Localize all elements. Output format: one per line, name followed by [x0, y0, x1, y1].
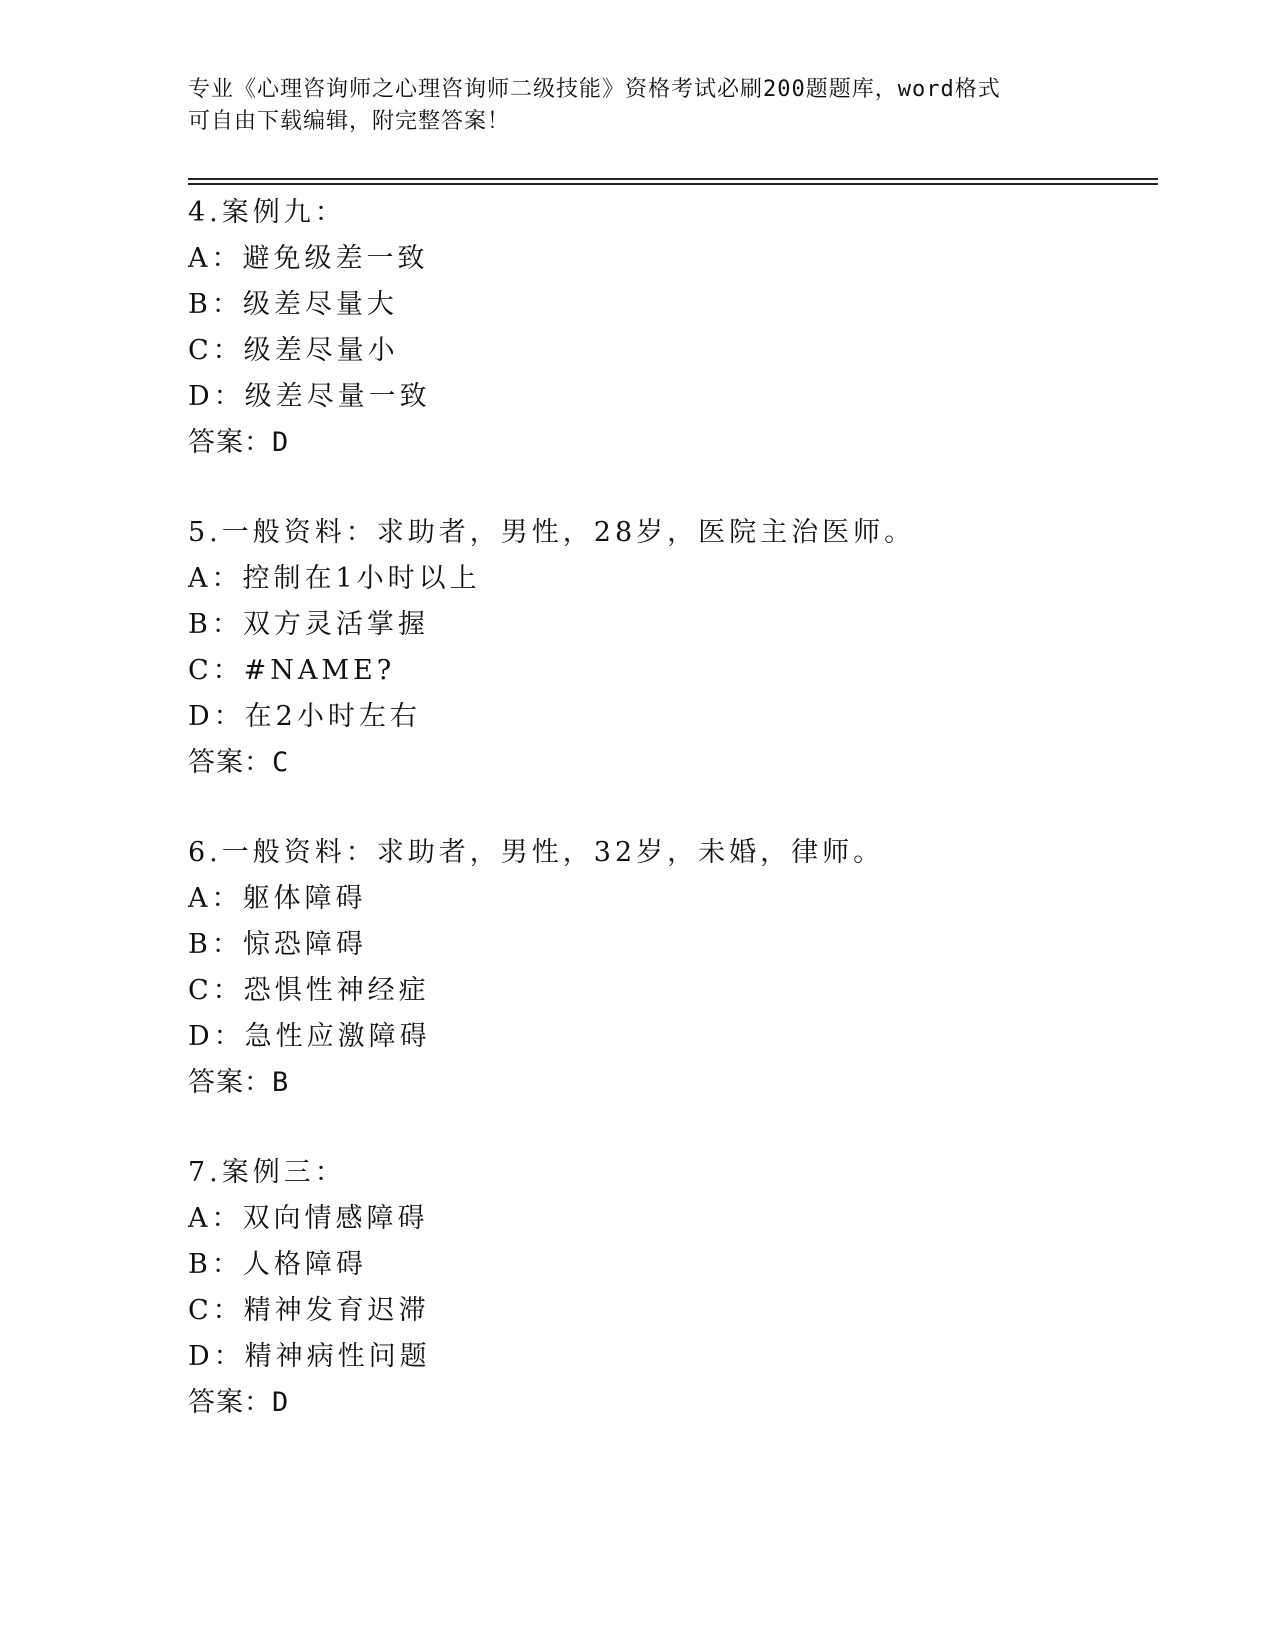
option-d: D：在2小时左右	[188, 701, 421, 732]
answer-line: 答案：B	[188, 1067, 290, 1098]
question-list	[188, 190, 1148, 1470]
question-5	[188, 510, 1148, 786]
option-c: C：精神发育迟滞	[188, 1295, 430, 1326]
option-c: C：恐惧性神经症	[188, 975, 430, 1006]
option-d: D：精神病性问题	[188, 1341, 431, 1372]
header-divider-bottom	[188, 183, 1158, 185]
option-c: C：#NAME?	[188, 655, 396, 686]
question-6	[188, 830, 1148, 1106]
option-a: A：控制在1小时以上	[188, 563, 481, 594]
option-c: C：级差尽量小	[188, 335, 399, 366]
question-stem: 6.一般资料：求助者，男性，32岁，未婚，律师。	[188, 837, 885, 868]
document-header	[188, 74, 1088, 138]
option-a: A：避免级差一致	[188, 243, 429, 274]
header-line-2: 可自由下载编辑，附完整答案！	[188, 109, 511, 134]
answer-line: 答案：D	[188, 1387, 290, 1418]
header-line-1: 专业《心理咨询师之心理咨询师二级技能》资格考试必刷200题题库，word格式	[188, 77, 1001, 102]
question-7	[188, 1150, 1148, 1426]
option-d: D：级差尽量一致	[188, 381, 431, 412]
answer-line: 答案：D	[188, 427, 290, 458]
option-b: B：级差尽量大	[188, 289, 398, 320]
option-d: D：急性应激障碍	[188, 1021, 431, 1052]
option-b: B：人格障碍	[188, 1249, 367, 1280]
question-stem: 7.案例三：	[188, 1157, 346, 1188]
option-a: A：躯体障碍	[188, 883, 367, 914]
question-stem: 4.案例九：	[188, 197, 346, 228]
option-b: B：惊恐障碍	[188, 929, 367, 960]
option-a: A：双向情感障碍	[188, 1203, 429, 1234]
question-stem: 5.一般资料：求助者，男性，28岁，医院主治医师。	[188, 517, 916, 548]
answer-line: 答案：C	[188, 747, 290, 778]
option-b: B：双方灵活掌握	[188, 609, 429, 640]
header-divider-top	[188, 178, 1158, 180]
question-4	[188, 190, 1148, 466]
